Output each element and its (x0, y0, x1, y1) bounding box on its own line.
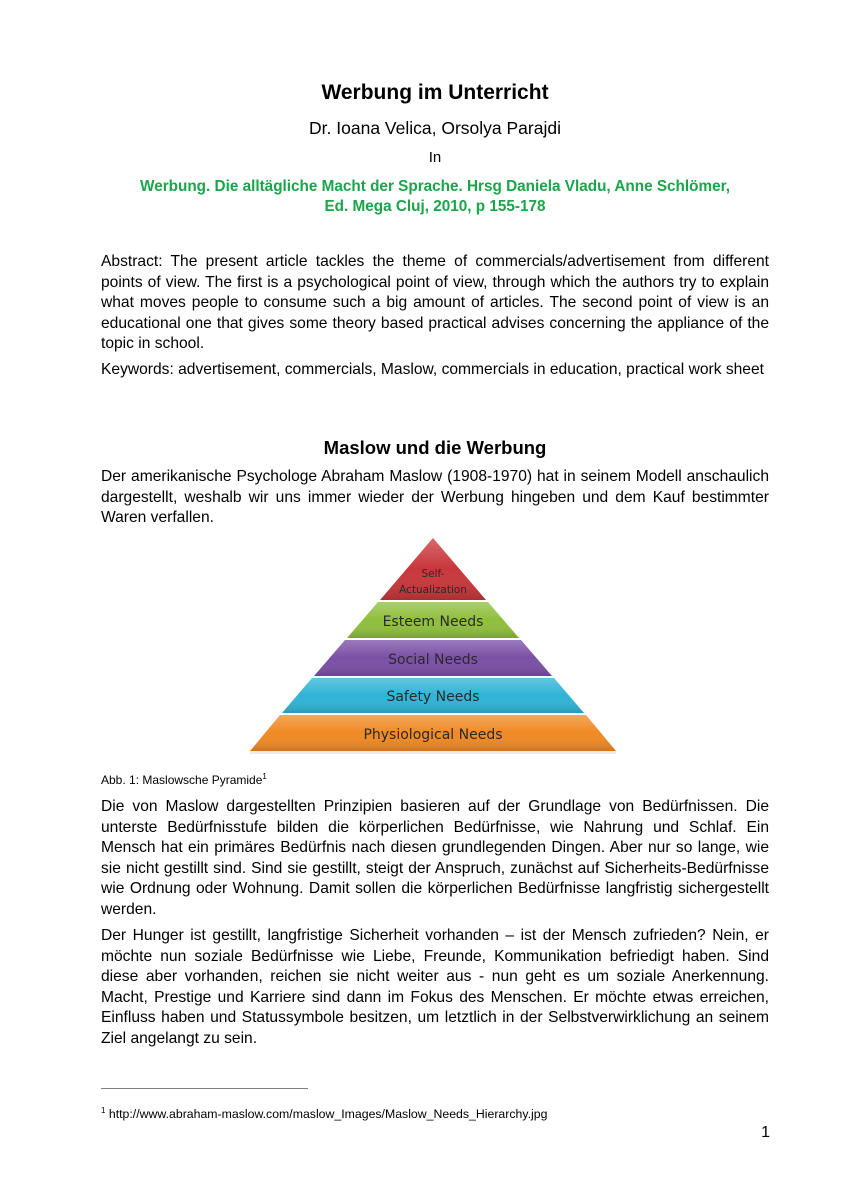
level-label: Physiological Needs (363, 727, 503, 743)
pyramid-diagram (248, 535, 618, 757)
document-title: Werbung im Unterricht (321, 81, 549, 104)
paragraph-2: Der Hunger ist gestillt, langfristige Sicherheit vorhanden – ist der Mensch zufrieden? Nein, er möchte nun soziale Bedürfnisse wie Liebe, Freunde, Kommunikation befriedigt haben. Sind diese aber vorhanden, reichen sie nicht weiter aus - nun geht es um soziale Anerkennung. Macht, Prestige und Karriere sind dann im Fokus des Menschen. Er möchte etwas erreichen, Einfluss haben und Statussymbole besitzen, um letztlich in der Selbstverwirklichung an seinem Ziel angelangt zu sein. (101, 927, 769, 1047)
footnote-ref[interactable]: 1 (262, 772, 267, 781)
level-self-actualization (380, 538, 486, 600)
page-number: 1 (761, 1124, 770, 1141)
source-line-2: Ed. Mega Cluj, 2010, p 155-178 (324, 198, 546, 215)
level-social (314, 640, 552, 676)
level-label: Social Needs (388, 652, 478, 668)
keywords: Keywords: advertisement, commercials, Maslow, commercials in education, practical work sheet (101, 361, 764, 378)
maslow-pyramid-figure (248, 535, 618, 757)
level-label: Esteem Needs (382, 614, 484, 630)
footnote-divider (101, 1088, 308, 1089)
figure-caption (101, 773, 267, 787)
level-label-line2: Actualization (399, 584, 467, 596)
abstract: Abstract: The present article tackles the theme of commercials/advertisement from different points of view. The first is a psychological point of view, through which the authors try to explain what moves people to consume such a big amount of articles. The second point of view is an educational one that gives some theory based practical advises concerning the appliance of the topic in school. (101, 253, 769, 353)
level-physiological (250, 715, 616, 751)
in-label: In (428, 149, 442, 166)
section-intro: Der amerikanische Psychologe Abraham Maslow (1908-1970) hat in seinem Modell anschaulich dargestellt, weshalb wir uns immer wieder der Werbung hingeben und dem Kauf bestimmter Waren verfallen. (101, 468, 769, 527)
level-label: Safety Needs (386, 689, 480, 705)
section-heading: Maslow und die Werbung (323, 437, 547, 458)
level-esteem (347, 602, 519, 638)
footnote-url[interactable]: http://www.abraham-maslow.com/maslow_Images/Maslow_Needs_Hierarchy.jpg (108, 1107, 548, 1121)
source-citation (100, 177, 770, 217)
caption-text: Abb. 1: Maslowsche Pyramide (101, 773, 263, 787)
footnote (101, 1107, 547, 1121)
paragraph-1: Die von Maslow dargestellten Prinzipien basieren auf der Grundlage von Bedürfnissen. Die unterste Bedürfnisstufe bilden die körperlichen Bedürfnisse, wie Nahrung und Schlaf. Ein Mensch hat ein primäres Bedürfnis nach diesen grundlegenden Dingen. Aber nur so lange, wie sie nicht gestillt sind. Sind sie gestillt, steigt der Anspruch, zunächst auf Sicherheits-Bedürfnisse wie Ordnung oder Wohnung. Damit sollen die körperlichen Bedürfnisse langfristig sichergestellt werden. (101, 798, 769, 918)
level-label-line1: Self- (421, 568, 445, 580)
footnote-number: 1 (101, 1105, 106, 1115)
authors: Dr. Ioana Velica, Orsolya Parajdi (309, 118, 561, 138)
level-safety (282, 678, 584, 713)
source-line-1: Werbung. Die alltägliche Macht der Sprache. Hrsg Daniela Vladu, Anne Schlömer, (140, 178, 730, 195)
